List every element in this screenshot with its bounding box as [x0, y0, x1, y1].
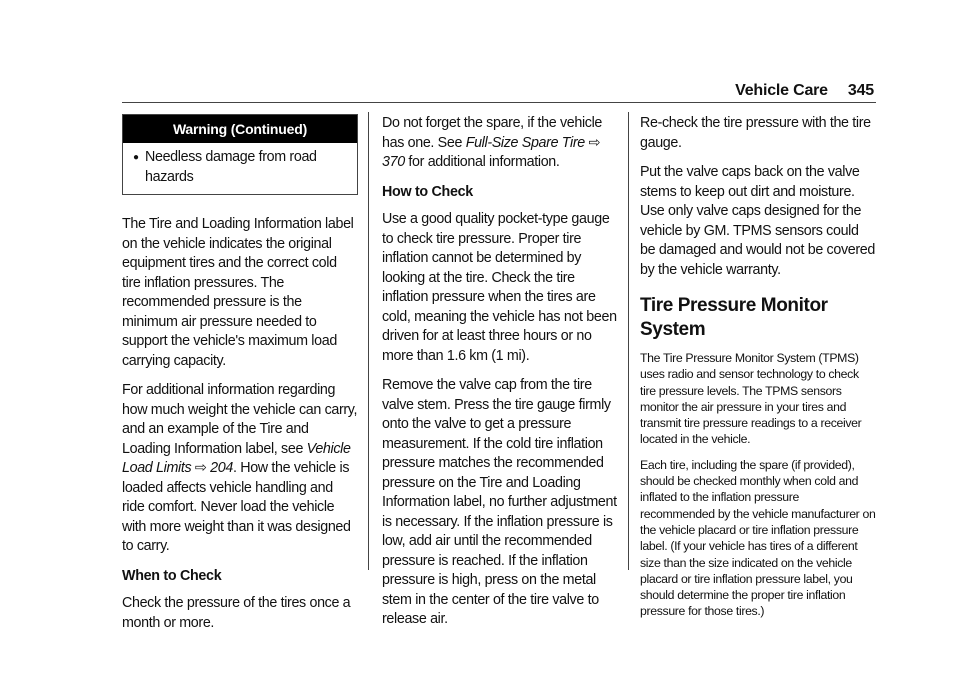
paragraph: The Tire Pressure Monitor System (TPMS) uses radio and sensor technology to check tire pressure levels. The TPMS sensors monitor the air pressure in your tires and transmit tire pressure readings to a receiver located in the vehicle. [640, 351, 862, 447]
paragraph [382, 114, 618, 173]
warning-title: Warning (Continued) [123, 115, 357, 143]
column-divider [368, 112, 369, 570]
warning-box [122, 114, 358, 195]
paragraph: Check the pressure of the tires once a month or more. [122, 595, 351, 631]
page-ref-arrow-icon: ⇨ [588, 134, 601, 151]
column-2 [382, 114, 618, 640]
cross-reference-link[interactable]: Full-Size Spare Tire [465, 134, 585, 151]
text: For additional information regarding how much weight the vehicle can carry, and an example of the Tire and Loading Information label, see [122, 382, 358, 457]
column-3 [640, 114, 876, 629]
page-number: 345 [847, 82, 874, 99]
subheading: How to Check [382, 183, 473, 200]
paragraph: Each tire, including the spare (if provided), should be checked monthly when cold and inflated to the inflation pressure recommended by the vehicle manufacturer on the vehicle placard or tire inflation pressure label. (If your vehicle has tires of a different size than the size indicated on the vehicle placard or tire inflation pressure label, you should determine the proper tire inflation pressure for those tires.) [640, 457, 876, 619]
subheading: When to Check [122, 567, 222, 584]
paragraph: Re-check the tire pressure with the tire gauge. [640, 115, 871, 151]
paragraph: Remove the valve cap from the tire valve stem. Press the tire gauge firmly onto the valve to get a pressure measurement. If the cold tire inflation pressure matches the recommended pressure on the Tire and Loading Information label, no further adjustment is necessary. If the inflation pressure is low, add air until the recommended pressure is reached. If the inflation pressure is high, press on the metal stem in the center of the tire valve to release air. [382, 377, 617, 627]
text: Do not forget the spare, if the vehicle has one. See [382, 115, 603, 151]
column-1 [122, 114, 358, 643]
paragraph: Use a good quality pocket-type gauge to check tire pressure. Proper tire inflation cannot be determined by looking at the tire. Check the tire inflation pressure when the tires are cold, meaning the vehicle has not been driven for at least three hours or no more than 1.6 km (1 mi). [382, 211, 617, 364]
warning-bullet-text: Needless damage from road hazards [145, 149, 317, 185]
page-ref-arrow-icon: ⇨ [194, 460, 207, 476]
warning-body [123, 143, 357, 194]
paragraph [122, 381, 358, 557]
section-heading: Tire Pressure Monitor System [640, 295, 828, 340]
text: . How the vehicle is loaded affects vehicle handling and ride comfort. Never load the vehicle with more weight than it was designed to carry. [122, 460, 351, 554]
column-divider [628, 112, 629, 570]
header-rule [122, 102, 876, 103]
bullet-icon: ● [133, 152, 139, 163]
page-ref-number[interactable]: 370 [382, 154, 405, 170]
paragraph: Put the valve caps back on the valve stems to keep out dirt and moisture. Use only valve caps designed for the vehicle by GM. TPMS sensors could be damaged and would not be covered by the vehicle warranty. [640, 164, 875, 278]
text: for additional information. [404, 154, 560, 170]
cross-reference-link[interactable]: Vehicle Load Limits [122, 440, 351, 476]
page-header [735, 82, 874, 100]
page-ref-number[interactable]: 204 [210, 460, 233, 476]
section-title: Vehicle Care [735, 82, 828, 99]
paragraph: The Tire and Loading Information label on the vehicle indicates the original equipment tires and the correct cold tire inflation pressures. The recommended pressure is the minimum air pressure needed to support the vehicle's maximum load carrying capacity. [122, 216, 354, 369]
